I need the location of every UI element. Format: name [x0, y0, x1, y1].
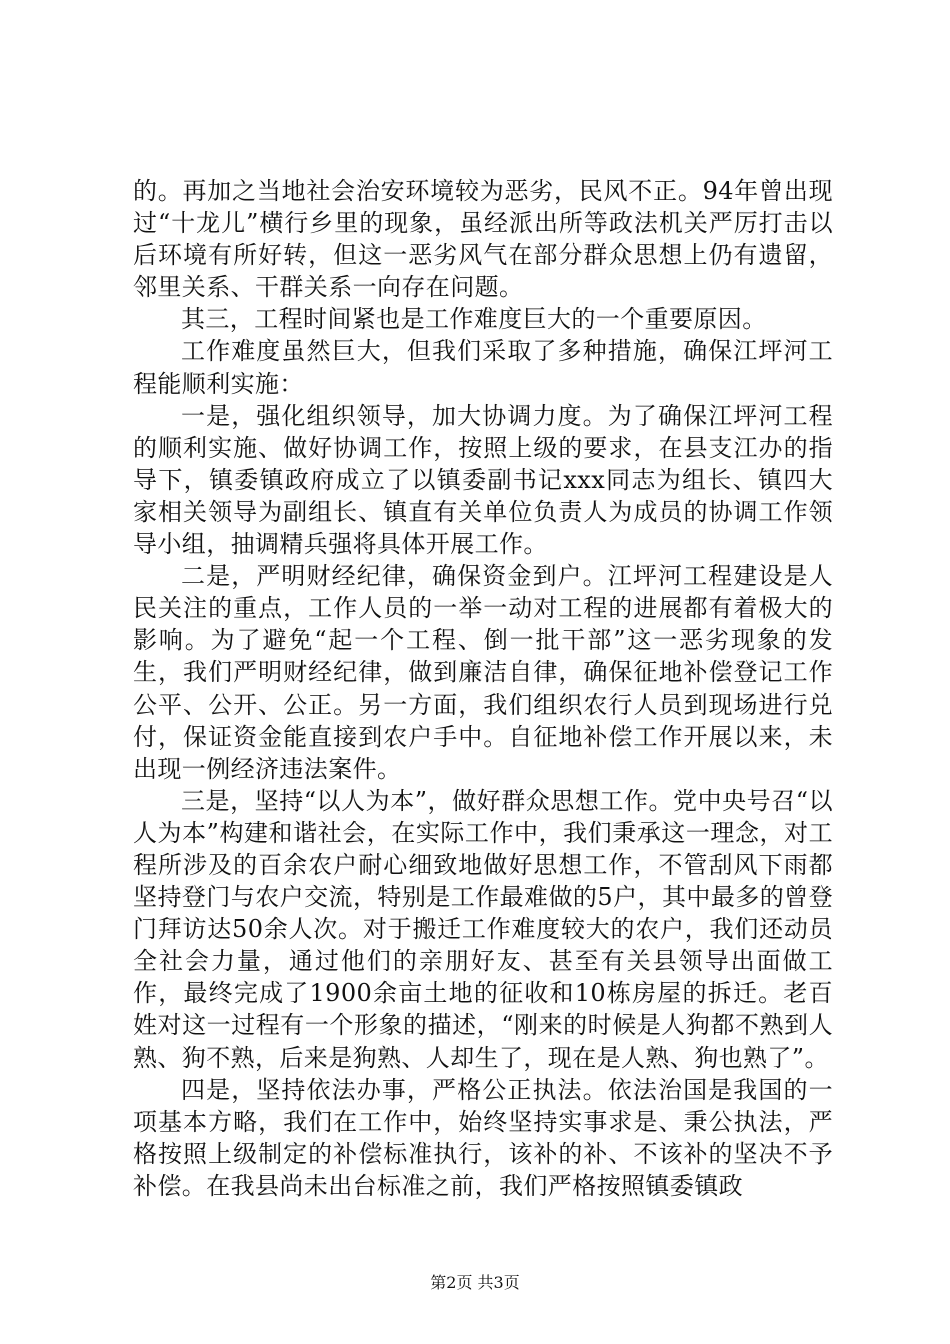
document-body — [133, 175, 833, 1202]
paragraph-7: 四是，坚持依法办事，严格公正执法。依法治国是我国的一项基本方略，我们在工作中，始终坚持实事求是、秉公执法，严格按照上级制定的补偿标准执行，该补的补、不该补的坚决不予补偿。在我县尚未出台标准之前，我们严格按照镇委镇政 — [133, 1075, 833, 1200]
paragraph-1: 的。再加之当地社会治安环境较为恶劣，民风不正。94年曾出现过“十龙儿”横行乡里的现象，虽经派出所等政法机关严厉打击以后环境有所好转，但这一恶劣风气在部分群众思想上仍有遗留，邻里关系、干群关系一向存在问题。 — [133, 177, 833, 302]
paragraph-6: 三是，坚持“以人为本”，做好群众思想工作。党中央号召“以人为本”构建和谐社会，在实际工作中，我们秉承这一理念，对工程所涉及的百余农户耐心细致地做好思想工作，不管刮风下雨都坚持登门与农户交流，特别是工作最难做的5户，其中最多的曾登门拜访达50余人次。对于搬迁工作难度较大的农户，我们还动员全社会力量，通过他们的亲朋好友、甚至有关县领导出面做工作，最终完成了1900余亩土地的征收和10栋房屋的拆迁。老百姓对这一过程有一个形象的描述，“刚来的时候是人狗都不熟到人熟、狗不熟，后来是狗熟、人却生了，现在是人熟、狗也熟了”。 — [133, 786, 833, 1072]
page-number-footer: 第2页 共3页 — [430, 1273, 520, 1292]
paragraph-5: 二是，严明财经纪律，确保资金到户。江坪河工程建设是人民关注的重点，工作人员的一举一动对工程的进展都有着极大的影响。为了避免“起一个工程、倒一批干部”这一恶劣现象的发生，我们严明财经纪律，做到廉洁自律，确保征地补偿登记工作公平、公开、公正。另一方面，我们组织农行人员到现场进行兑付，保证资金能直接到农户手中。自征地补偿工作开展以来，未出现一例经济违法案件。 — [133, 562, 833, 783]
paragraph-2: 其三，工程时间紧也是工作难度巨大的一个重要原因。 — [181, 305, 767, 334]
paragraph-4: 一是，强化组织领导，加大协调力度。为了确保江坪河工程的顺利实施、做好协调工作，按照上级的要求，在县支江办的指导下，镇委镇政府成立了以镇委副书记xxx同志为组长、镇四大家相关领导为副组长、镇直有关单位负责人为成员的协调工作领导小组，抽调精兵强将具体开展工作。 — [133, 401, 833, 559]
paragraph-3: 工作难度虽然巨大，但我们采取了多种措施，确保江坪河工程能顺利实施： — [133, 337, 833, 398]
